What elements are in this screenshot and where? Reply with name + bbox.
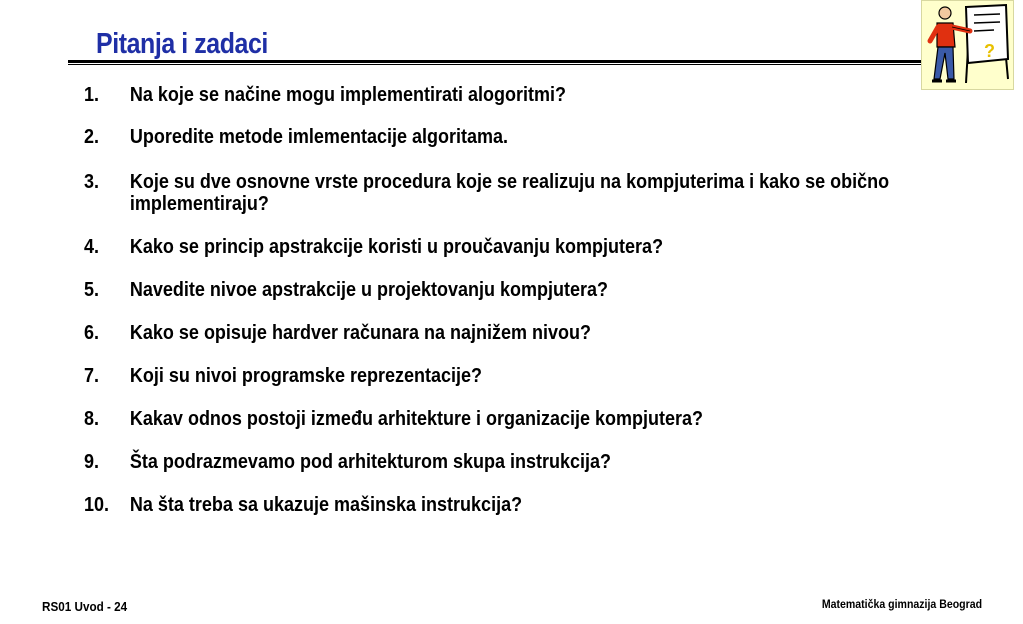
question-number: 10.: [84, 494, 110, 516]
question-text: Na koje se načine mogu implementirati alogoritmi?: [129, 84, 567, 106]
question-item: [84, 451, 989, 473]
question-text: Navedite nivoe apstrakcije u projektovanju kompjutera?: [129, 279, 609, 301]
question-item: [84, 279, 989, 301]
question-text: Kako se princip apstrakcije koristi u proučavanju kompjutera?: [129, 236, 664, 258]
question-item: [84, 236, 989, 258]
title-underline-thin: [68, 64, 923, 65]
question-number: 2.: [84, 126, 100, 148]
question-number: 6.: [84, 322, 100, 344]
presenter-with-board-icon: [922, 1, 1013, 89]
question-number: 1.: [84, 84, 100, 106]
question-text: Kako se opisuje hardver računara na najnižem nivou?: [129, 322, 592, 344]
question-number: 7.: [84, 365, 100, 387]
question-number: 5.: [84, 279, 100, 301]
question-text: Koji su nivoi programske reprezentacije?: [129, 365, 483, 387]
question-item: [84, 494, 989, 516]
question-text: Uporedite metode imlementacije algoritama.: [129, 126, 509, 148]
slide-title: Pitanja i zadaci: [96, 28, 268, 60]
question-item: [84, 126, 989, 148]
question-item: [84, 84, 989, 106]
question-number: 4.: [84, 236, 100, 258]
question-text: Koje su dve osnovne vrste procedura koje se realizuju na kompjuterima i kako se obično implementiraju?: [129, 171, 890, 215]
question-item: [84, 171, 989, 215]
title-underline: [68, 60, 923, 63]
question-number: 9.: [84, 451, 100, 473]
question-number: 8.: [84, 408, 100, 430]
question-number: 3.: [84, 171, 100, 193]
question-text: Na šta treba sa ukazuje mašinska instrukcija?: [129, 494, 523, 516]
presenter-clipart: [921, 0, 1014, 90]
question-item: [84, 365, 989, 387]
question-item: [84, 408, 989, 430]
school-name: Matematička gimnazija Beograd: [821, 597, 982, 611]
question-item: [84, 322, 989, 344]
question-mark-icon: ?: [984, 41, 995, 61]
question-text: Šta podrazmevamo pod arhitekturom skupa instrukcija?: [129, 451, 612, 473]
question-text: Kakav odnos postoji između arhitekture i organizacije kompjutera?: [129, 408, 704, 430]
slide-footer-label: RS01 Uvod - 24: [42, 599, 128, 614]
